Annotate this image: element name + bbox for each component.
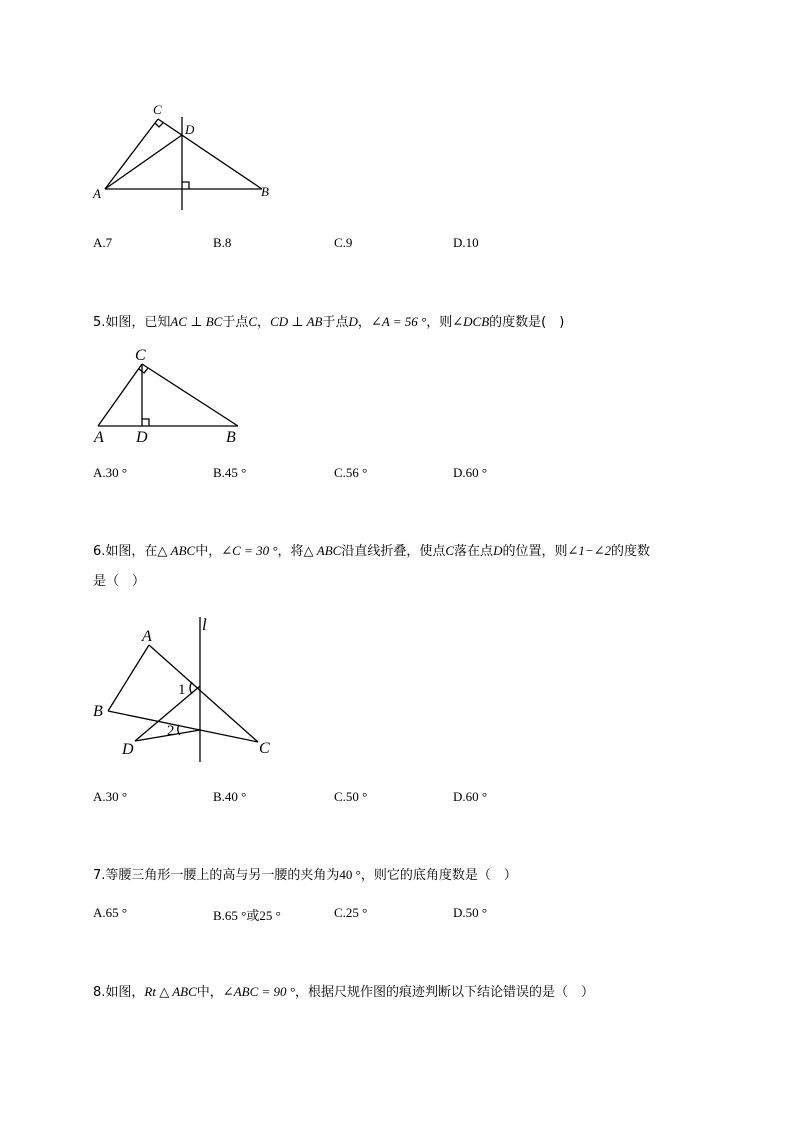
right-angle-mark-ab: [182, 182, 189, 189]
q5-option-d[interactable]: D.60 °: [453, 465, 488, 480]
segment-ab: [108, 645, 149, 711]
q5-option-b[interactable]: B.45 °: [213, 465, 247, 480]
q5-math: ∠A = 56 °: [370, 314, 427, 329]
q6-text: 6.如图，在: [93, 544, 158, 559]
right-angle-mark-c: [139, 368, 148, 373]
label-b: B: [226, 429, 236, 446]
q7-option-c[interactable]: C.25 °: [334, 905, 368, 920]
q6-math: D: [493, 543, 503, 558]
q5-text: ，则: [426, 315, 453, 330]
q6-fold-figure: [88, 612, 288, 767]
q7-stem: [93, 864, 517, 887]
label-c: C: [135, 347, 146, 364]
q5-math: ∠DCB: [452, 314, 490, 329]
segment-ad: [105, 135, 182, 189]
label-a: A: [94, 429, 104, 446]
q6-stem: [93, 540, 650, 563]
q7-text: 7.等腰三角形一腰上的高与另一腰的夹角为: [93, 868, 340, 883]
label-c: C: [259, 740, 270, 757]
q5-math: AC ⊥ BC: [170, 314, 223, 329]
q6-text: 的度数: [611, 544, 651, 559]
q6-math: △ ABC: [157, 543, 196, 558]
segment-ac: [149, 645, 258, 742]
q5-math: D: [348, 314, 358, 329]
q5-stem: [93, 311, 564, 334]
segment-bc: [108, 711, 258, 742]
q5-text: ，: [357, 315, 371, 330]
label-angle-2: 2: [167, 723, 175, 739]
q7-option-d[interactable]: D.50 °: [453, 905, 488, 920]
q5-text: 于点: [222, 315, 249, 330]
right-angle-mark-c: [155, 123, 163, 127]
q4-triangle-figure: [85, 100, 285, 215]
q8-text: ，根据尺规作图的痕迹判断以下结论错误的是（ ）: [294, 985, 594, 1000]
q5-triangle-figure: [88, 342, 258, 452]
q6-math: △ ABC: [303, 543, 342, 558]
q6-text: 中，: [195, 544, 222, 559]
q5-text: 的度数是( ): [489, 315, 565, 330]
q8-math: Rt △ ABC: [144, 984, 197, 999]
q6-math: ∠1−∠2: [567, 543, 612, 558]
right-angle-mark-d: [142, 419, 149, 426]
segment-cb: [142, 364, 238, 426]
q7-math: 40 °: [339, 867, 361, 882]
q7-option-a[interactable]: A.65 °: [93, 905, 128, 920]
q5-math: C: [248, 314, 258, 329]
q5-option-c[interactable]: C.56 °: [334, 465, 368, 480]
q6-option-a[interactable]: A.30 °: [93, 789, 128, 804]
q5-text: ，: [257, 315, 271, 330]
label-b: B: [261, 184, 269, 199]
q4-option-c[interactable]: C.9: [334, 235, 353, 250]
q4-option-d[interactable]: D.10: [453, 235, 479, 250]
label-angle-1: 1: [178, 682, 186, 698]
label-l: l: [202, 615, 207, 634]
label-d: D: [136, 429, 148, 446]
q6-text: ，将: [277, 544, 304, 559]
q4-option-b[interactable]: B.8: [213, 235, 232, 250]
q6-math: C: [445, 543, 455, 558]
q6-option-d[interactable]: D.60 °: [453, 789, 488, 804]
q6-text: 沿直线折叠，使点: [341, 544, 446, 559]
angle-1-arc: [190, 682, 192, 694]
q6-option-b[interactable]: B.40 °: [213, 789, 247, 804]
q8-math: ∠ABC = 90 °: [222, 984, 295, 999]
q6-text: 的位置，则: [502, 544, 568, 559]
q8-stem: [93, 981, 594, 1004]
q6-text: 落在点: [454, 544, 494, 559]
q6-stem-line2: 是（ ）: [93, 574, 146, 589]
segment-cb: [158, 119, 262, 189]
label-c: C: [153, 102, 162, 117]
q4-option-a[interactable]: A.7: [93, 235, 113, 250]
segment-ac: [98, 364, 142, 426]
segment-ac: [105, 119, 158, 189]
label-b: B: [93, 703, 103, 720]
q7-text: ，则它的底角度数是（ ）: [360, 868, 517, 883]
q5-text: 于点: [322, 315, 349, 330]
label-d: D: [122, 741, 134, 758]
q6-math: ∠C = 30 °: [221, 543, 278, 558]
q6-option-c[interactable]: C.50 °: [334, 789, 368, 804]
label-a: A: [142, 628, 152, 645]
q8-text: 中，: [196, 985, 223, 1000]
label-a: A: [93, 186, 101, 201]
q5-math: CD ⊥ AB: [270, 314, 323, 329]
q8-text: 8.如图，: [93, 985, 145, 1000]
label-d: D: [185, 122, 195, 137]
q5-text: 5.如图，已知: [93, 315, 171, 330]
q5-option-a[interactable]: A.30 °: [93, 465, 128, 480]
q7-option-b[interactable]: B.65 °或25 °: [213, 908, 281, 923]
